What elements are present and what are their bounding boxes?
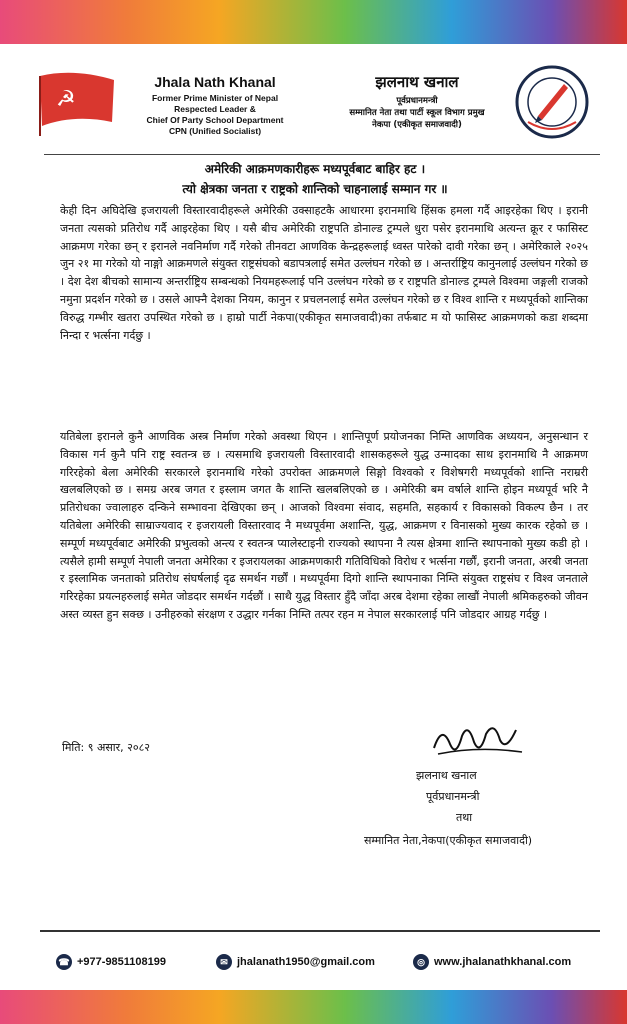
english-name: Jhala Nath Khanal — [154, 74, 276, 90]
website-url: www.jhalanathkhanal.com — [434, 956, 572, 968]
handwritten-signature — [428, 718, 528, 762]
mail-icon: ✉ — [216, 954, 232, 970]
header-divider — [44, 154, 600, 155]
statement-paragraph-1: केही दिन अघिदेखि इजरायली विस्तारवादीहरूले अमेरिकी उक्साहटकै आधारमा इरानमाथि हिंसक हमला गर्दै आइरहेका थिए । इरानी जनता त्यसको प्रतिरोध गर्दै आइरहेका थिए । यसै बीच अमेरिकी राष्ट्रपति डोनाल्ड ट्रम्पले धुरा पसेर इरानमाथि अत्यन्त क्रूर र फासिस्ट आक्रमण गरेका छन् र इरानले नवनिर्माण गर्दै गरेको तीनवटा आणविक केन्द्रहरूलाई ध्वस्त पारेको दावी गरेका छन् । अमेरिकाले २०२५ जुन २१ मा गरेको यो नाङ्गो आक्रमणले संयुक्त राष्ट्रसंघको बडापत्रलाई समेत उल्लंघन गरेको छ । अन्तर्राष्ट्रिय कानुनलाई उल्लंघन गरेको छ । देश देश बीचको सामान्य अन्तर्राष्ट्रिय सम्बन्धको नियमहरूलाई पनि उल्लंघन गरेको छ र राष्ट्रपति डोनाल्ड ट्रम्पले विश्वमा जङ्गली राजको नमुना प्रदर्शन गरेको छ । उसले आफ्नै देशका नियम, कानुन र प्रचलनलाई समेत उल्लंघन गरेको छ र विश्व शान्ति र मध्यपूर्वको शान्तिका विरुद्ध गम्भीर खतरा उपस्थित गरेको छ । हाम्रो पार्टी नेकपा(एकीकृत समाजवादी)का तर्फबाट म यो फासिस्ट आक्रमणको कडा शब्दमा निन्दा र भर्त्सना गर्दछु । — [60, 204, 588, 342]
english-letterhead — [130, 74, 300, 137]
nepali-line-2: सम्मानित नेता तथा पार्टी स्कूल विभाग प्रमुख — [349, 108, 485, 118]
english-line-1: Former Prime Minister of Nepal — [151, 93, 279, 103]
email-address: jhalanath1950@gmail.com — [237, 956, 375, 968]
signatory-conjunction: तथा — [456, 811, 473, 824]
english-line-4: CPN (Unified Socialist) — [168, 126, 262, 136]
footer-website[interactable] — [413, 954, 571, 970]
signatory-name: झलनाथ खनाल — [416, 769, 477, 782]
nepali-name: झलनाथ खनाल — [375, 73, 459, 91]
signatory-title: पूर्वप्रधानमन्त्री — [426, 790, 480, 803]
top-color-stripe — [0, 0, 627, 44]
footer-divider — [40, 930, 600, 932]
nepali-line-3: नेकपा (एकीकृत समाजवादी) — [372, 120, 462, 130]
svg-text:☭: ☭ — [56, 87, 76, 112]
english-line-2: Respected Leader & — [174, 104, 256, 114]
phone-icon: ☎ — [56, 954, 72, 970]
globe-icon: ◎ — [413, 954, 429, 970]
party-school-seal-logo — [514, 64, 590, 140]
statement-date: मिति: ९ असार, २०८२ — [62, 741, 151, 754]
nepali-letterhead — [332, 72, 502, 131]
statement-heading-2: त्यो क्षेत्रका जनता र राष्ट्रको शान्तिको चाहनालाई सम्मान गर ॥ — [182, 182, 448, 196]
phone-number: +977-9851108199 — [77, 956, 167, 968]
signatory-role: सम्मानित नेता,नेकपा(एकीकृत समाजवादी) — [364, 834, 533, 847]
statement-heading-1: अमेरिकी आक्रमणकारीहरू मध्यपूर्वबाट बाहिर हट । — [204, 162, 426, 176]
footer-email[interactable] — [216, 954, 375, 970]
statement-paragraph-2: यतिबेला इरानले कुनै आणविक अस्त्र निर्माण गरेको अवस्था थिएन । शान्तिपूर्ण प्रयोजनका निम्ति आणविक अध्ययन, अनुसन्धान र विकास गर्न कुनै पनि राष्ट्र स्वतन्त्र छ । त्यसमाथि इजरायली विस्तारवादी शासकहरूले युद्ध उन्मादका साथ इरानमाथि नै आक्रमण गरिरहेको बेला अमेरिकी सरकारले इरानमाथि गरेको उपरोक्त आक्रमणले सिङ्गो विश्वको र विशेषगरी मध्यपूर्वको शान्ति नराम्ररी खलबलिएको छ । समग्र अरब जगत र इस्लाम जगत कै शान्ति खलबलिएको छ । अमेरिकी बम वर्षाले शान्ति होइन मध्यपूर्व भरि नै प्रतिरोधका ज्वालाहरु दन्किने सम्भावना देखिएका छन् । आजको विश्वमा संवाद, सहमति, सहकार्य र विकासको विकल्प छैन । तर यतिबेला अमेरिकी साम्राज्यवाद र इजरायली विस्तारवाद नै मध्यपूर्वमा अशान्ति, युद्ध, आक्रमण र विनासको मुख्य कारक रहेको छ । सम्पूर्ण मध्यपूर्वबाट अमेरिकी प्रभुत्वको अन्त्य र स्वतन्त्र प्यालेस्टाइनी राज्यको स्थापना नै त्यस क्षेत्रमा शान्ति स्थापनाको मुख्य कडी हो । त्यसैले हामी सम्पूर्ण नेपाली जनता अमेरिका र इजरायलका आक्रमणकारी गतिविधिको विरोध र भर्त्सना गर्छौं, इरानी जनता, अरबी जनता र इस्लामिक जनताको प्रतिरोध संघर्षलाई दृढ समर्थन गर्छौं । मध्यपूर्वमा दिगो शान्ति स्थापनाका निम्ति संयुक्त राष्ट्रसंघ र विश्व जनताले गरिरहेका प्रयत्नहरुलाई समेत जोडदार समर्थन गर्दछौं । साथै युद्ध विस्तार हुँदै जाँदा अरब देशमा रहेका लाखौं नेपाली श्रमिकहरुको जीवन अस्त व्यस्त हुन सक्छ । उनीहरुको संरक्षण र उद्धार गर्नका निम्ति तत्पर रहन म नेपाल सरकारलाई पनि जोडदार आग्रह गर्दछु । — [60, 430, 588, 621]
footer-phone[interactable] — [56, 954, 166, 970]
nepali-line-1: पूर्वप्रधानमन्त्री — [396, 96, 438, 106]
english-line-3: Chief Of Party School Department — [146, 115, 284, 125]
bottom-color-stripe — [0, 990, 627, 1024]
party-flag-logo — [34, 70, 118, 136]
